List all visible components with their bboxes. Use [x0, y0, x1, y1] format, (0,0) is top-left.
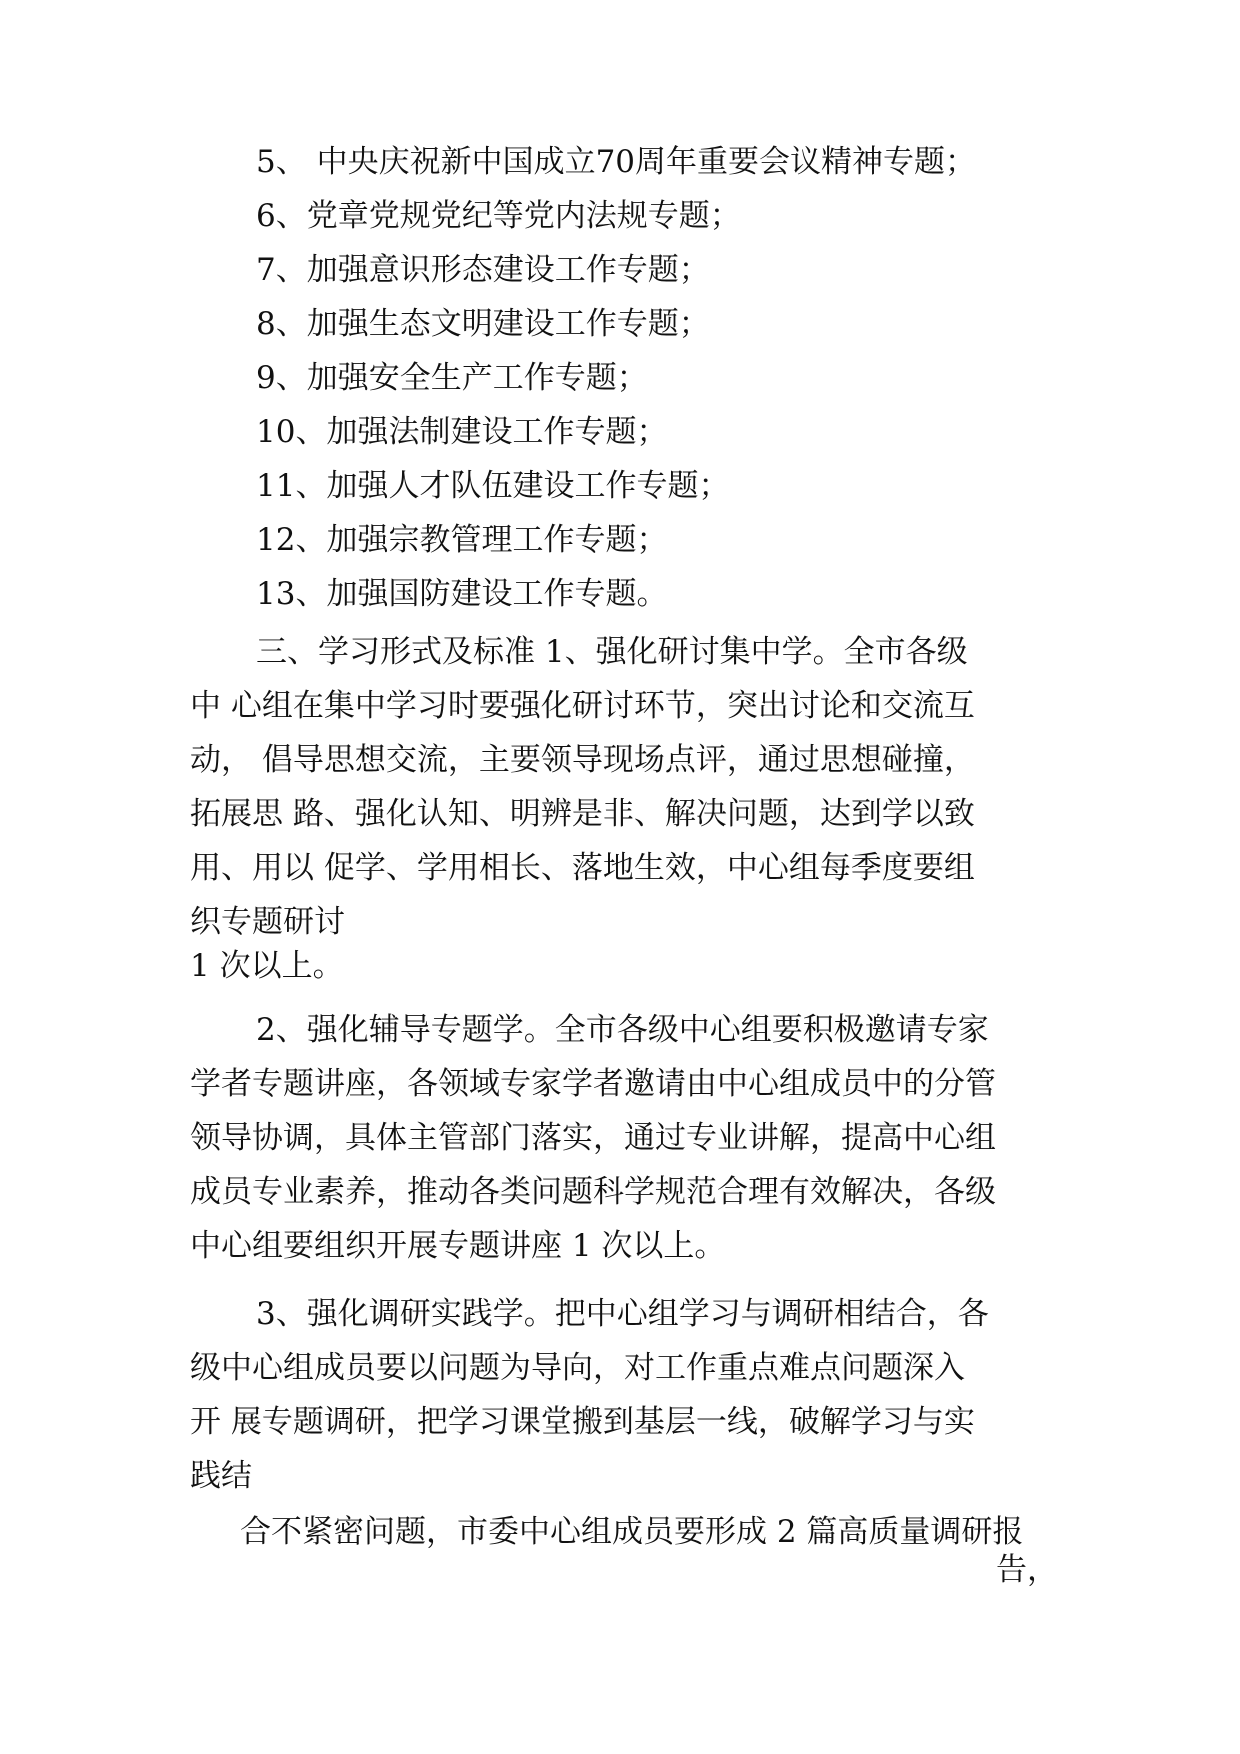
paragraph-line: 3、强化调研实践学。把中心组学习与调研相结合，各 [256, 1296, 989, 1332]
topic-item: 13、加强国防建设工作专题。 [256, 576, 668, 612]
paragraph-line: 2、强化辅导专题学。全市各级中心组要积极邀请专家 [256, 1012, 989, 1048]
paragraph-line: 1 次以上。 [190, 948, 344, 984]
topic-item: 5、 中央庆祝新中国成立70周年重要会议精神专题； [256, 144, 977, 180]
paragraph-line: 领导协调，具体主管部门落实，通过专业讲解，提高中心组 [190, 1120, 996, 1156]
paragraph-line: 三、学习形式及标准 1、强化研讨集中学。全市各级 [256, 634, 968, 670]
paragraph-line: 中 心组在集中学习时要强化研讨环节，突出讨论和交流互 [190, 688, 975, 724]
paragraph-line: 拓展思 路、强化认知、明辨是非、解决问题，达到学以致 [190, 796, 975, 832]
paragraph-line: 中心组要组织开展专题讲座 1 次以上。 [190, 1228, 726, 1264]
topic-item: 10、加强法制建设工作专题； [256, 414, 668, 450]
paragraph-line: 学者专题讲座，各领域专家学者邀请由中心组成员中的分管 [190, 1066, 996, 1102]
paragraph-line: 合不紧密问题，市委中心组成员要形成 2 篇高质量调研报 [240, 1514, 1024, 1550]
paragraph-line: 织专题研讨 [190, 904, 345, 940]
paragraph-line: 动， 倡导思想交流，主要领导现场点评，通过思想碰撞， [190, 742, 975, 778]
topic-item: 7、加强意识形态建设工作专题； [256, 252, 710, 288]
paragraph-line: 用、用以 促学、学用相长、落地生效，中心组每季度要组 [190, 850, 975, 886]
paragraph-line: 告， [996, 1552, 1058, 1588]
paragraph-line: 开 展专题调研，把学习课堂搬到基层一线，破解学习与实 [190, 1404, 975, 1440]
topic-item: 8、加强生态文明建设工作专题； [256, 306, 710, 342]
paragraph-line: 级中心组成员要以问题为导向，对工作重点难点问题深入 [190, 1350, 965, 1386]
topic-item: 12、加强宗教管理工作专题； [256, 522, 668, 558]
topic-item: 6、党章党规党纪等党内法规专题； [256, 198, 741, 234]
topic-item: 9、加强安全生产工作专题； [256, 360, 648, 396]
topic-item: 11、加强人才队伍建设工作专题； [256, 468, 730, 504]
paragraph-line: 成员专业素养，推动各类问题科学规范合理有效解决，各级 [190, 1174, 996, 1210]
paragraph-line: 践结 [190, 1458, 252, 1494]
